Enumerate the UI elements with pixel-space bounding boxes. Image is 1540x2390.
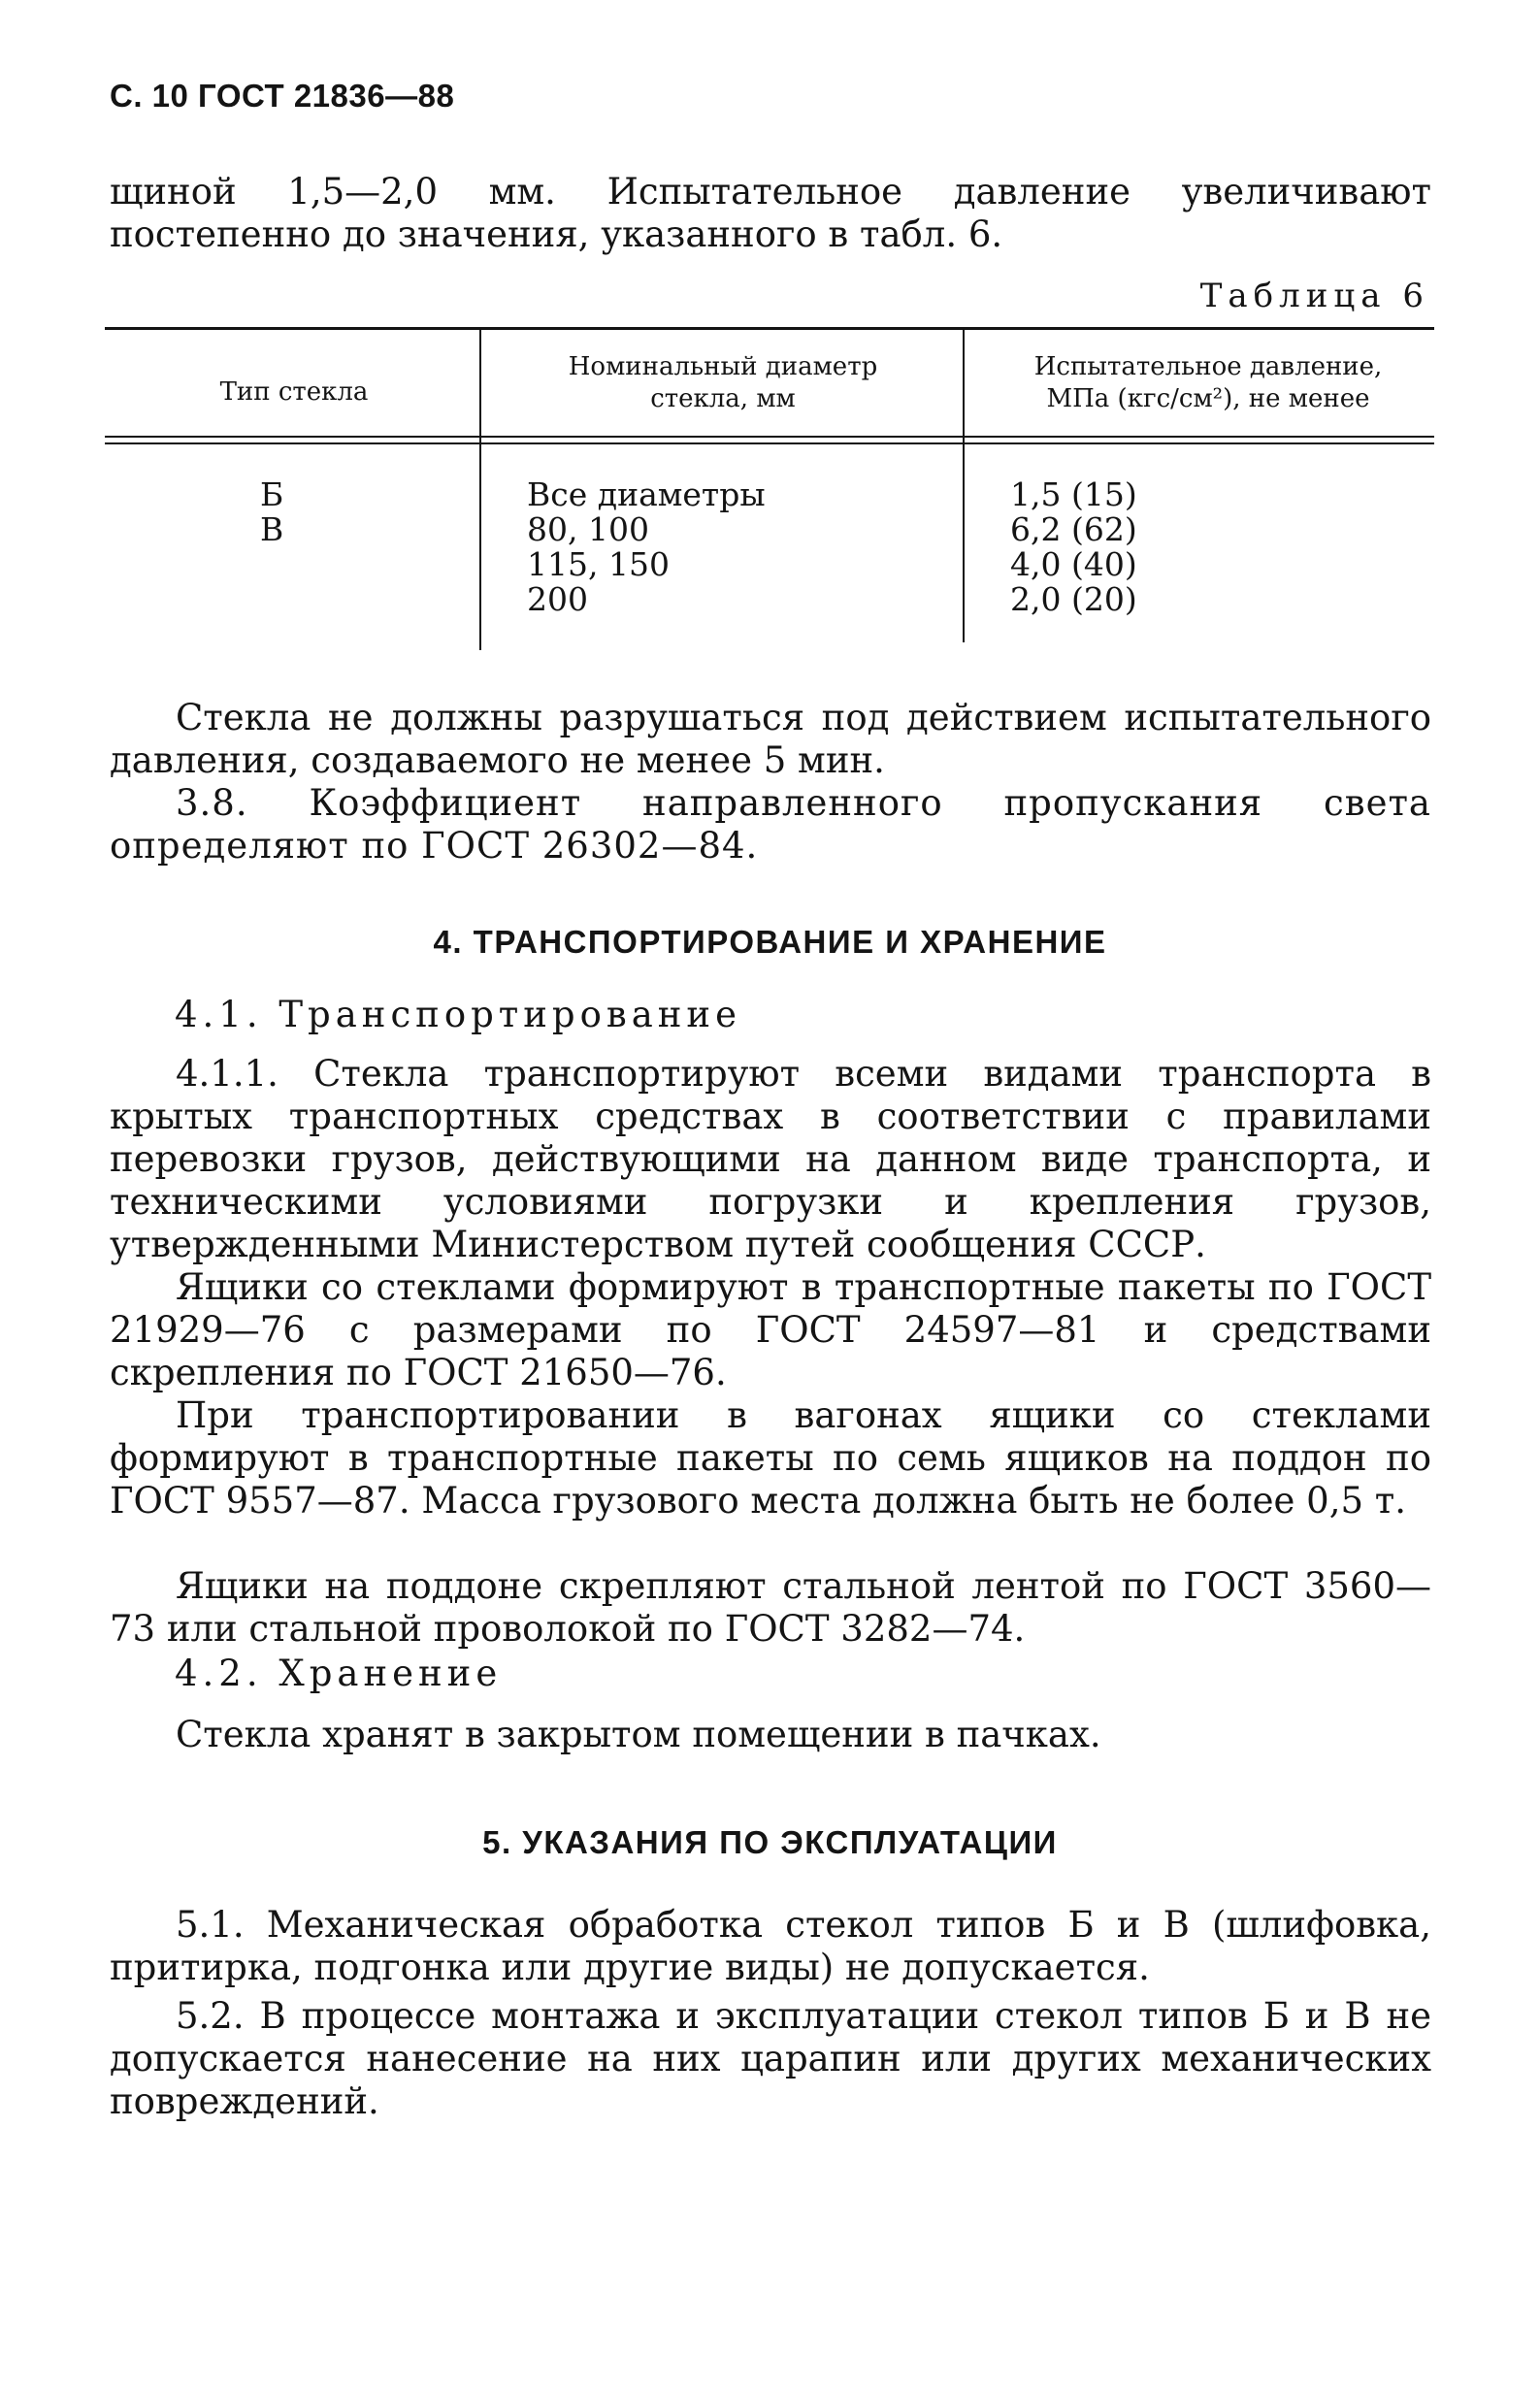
- table-col-types: [260, 477, 283, 547]
- paragraph-3-8: 3.8. Коэффициент направленного пропускания света определяют по ГОСТ 26302—84.: [110, 782, 1431, 867]
- table-cell-pressure: 2,0 (20): [1010, 580, 1137, 618]
- table-col-pressures: [1010, 477, 1137, 617]
- paragraph-4-1-1: 4.1.1. Стекла транспортируют всеми видами транспорта в крытых транспортных средствах в соответствии с правилами перевозки грузов, действующими на данном виде транспорта, и техническими условиями погрузки и крепления грузов, утвержденными Министерством путей сообщения СССР.: [110, 1053, 1431, 1265]
- table-cell-diameter: 80, 100: [527, 510, 649, 548]
- table-col-divider-2: [963, 330, 965, 642]
- section-4-title: 4. ТРАНСПОРТИРОВАНИЕ И ХРАНЕНИЕ: [433, 924, 1107, 960]
- table-cell-diameter: Все диаметры: [527, 475, 766, 513]
- table-cell-diameter: 115, 150: [527, 545, 670, 583]
- table-cell-type: В: [260, 510, 284, 548]
- paragraph-boxes-packaging: Ящики со стеклами формируют в транспортные пакеты по ГОСТ 21929—76 с размерами по ГОСТ 24597—81 и средствами скрепления по ГОСТ 21650—76.: [110, 1266, 1431, 1393]
- table-header-diameter: Номинальный диаметр стекла, мм: [568, 352, 878, 413]
- table-header-rule-2: [105, 442, 1434, 444]
- table-header-rule-1: [105, 436, 1434, 438]
- table-caption: Таблица 6: [1199, 277, 1429, 315]
- section-5-title: 5. УКАЗАНИЯ ПО ЭКСПЛУАТАЦИИ: [482, 1824, 1058, 1860]
- paragraph-pressure-note: Стекла не должны разрушаться под действием испытательного давления, создаваемого не менее 5 мин.: [110, 697, 1431, 781]
- table-cell-type: Б: [260, 475, 284, 513]
- table-col-diameters: [527, 477, 766, 617]
- paragraph-wagon-transport: При транспортировании в вагонах ящики со стеклами формируют в транспортные пакеты по семь ящиков на поддон по ГОСТ 9557—87. Масса грузового места должна быть не более 0,5 т.: [110, 1394, 1431, 1522]
- page-header: С. 10 ГОСТ 21836—88: [110, 78, 455, 114]
- table-cell-pressure: 4,0 (40): [1010, 545, 1137, 583]
- table-header-pressure: Испытательное давление, МПа (кгс/см²), не менее: [1033, 352, 1383, 413]
- table-header-type: Тип стекла: [219, 377, 369, 407]
- intro-paragraph: щиной 1,5—2,0 мм. Испытательное давление увеличивают постепенно до значения, указанного в табл. 6.: [110, 171, 1431, 255]
- table-top-rule: [105, 327, 1434, 330]
- subsection-4-1-title: 4.1. Транспортирование: [175, 994, 741, 1035]
- paragraph-pallet-fastening: Ящики на поддоне скрепляют стальной лентой по ГОСТ 3560—73 или стальной проволокой по ГОСТ 3282—74.: [110, 1565, 1431, 1650]
- paragraph-storage: Стекла хранят в закрытом помещении в пачках.: [176, 1714, 1101, 1755]
- table-cell-pressure: 1,5 (15): [1010, 475, 1137, 513]
- table-col-divider-1: [479, 330, 481, 650]
- table-cell-pressure: 6,2 (62): [1010, 510, 1137, 548]
- subsection-4-2-title: 4.2. Хранение: [175, 1653, 503, 1694]
- paragraph-5-1: 5.1. Механическая обработка стекол типов Б и В (шлифовка, притирка, подгонка или другие виды) не допускается.: [110, 1904, 1431, 1988]
- table-cell-diameter: 200: [527, 580, 588, 618]
- paragraph-5-2: 5.2. В процессе монтажа и эксплуатации стекол типов Б и В не допускается нанесение на них царапин или других механических повреждений.: [110, 1995, 1431, 2122]
